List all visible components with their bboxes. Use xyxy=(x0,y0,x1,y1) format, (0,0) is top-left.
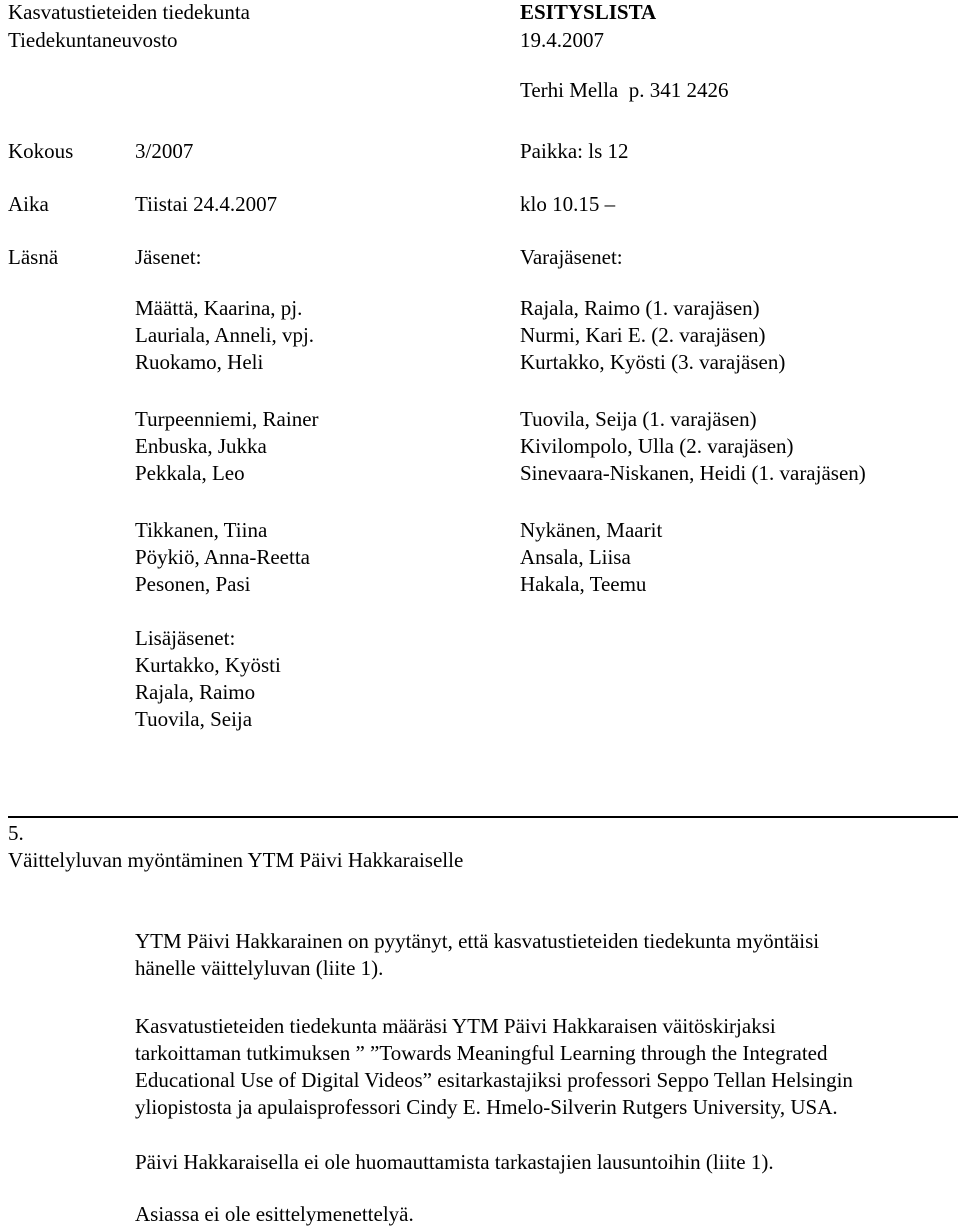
paragraph-1 xyxy=(135,928,819,982)
member-name: Lauriala, Anneli, vpj. xyxy=(135,323,315,347)
members-group-3 xyxy=(135,517,310,598)
member-name: Tikkanen, Tiina xyxy=(135,518,268,542)
deputy-name: Sinevaara-Niskanen, Heidi (1. varajäsen) xyxy=(520,461,866,485)
members-heading: Jäsenet: xyxy=(135,245,202,269)
member-name: Pöykiö, Anna-Reetta xyxy=(135,545,310,569)
deputy-name: Tuovila, Seija (1. varajäsen) xyxy=(520,407,757,431)
additional-member-name: Tuovila, Seija xyxy=(135,707,253,731)
deputies-group-3 xyxy=(520,517,662,598)
item-title: Väittelyluvan myöntäminen YTM Päivi Hakkaraiselle xyxy=(8,848,464,872)
deputy-name: Ansala, Liisa xyxy=(520,545,631,569)
member-name: Enbuska, Jukka xyxy=(135,434,267,458)
aika-label: Aika xyxy=(8,192,49,216)
document-date: 19.4.2007 xyxy=(520,28,604,52)
deputy-name: Nurmi, Kari E. (2. varajäsen) xyxy=(520,323,766,347)
member-name: Pesonen, Pasi xyxy=(135,572,251,596)
member-name: Ruokamo, Heli xyxy=(135,350,264,374)
member-name: Turpeenniemi, Rainer xyxy=(135,407,319,431)
council-name: Tiedekuntaneuvosto xyxy=(8,28,178,52)
additional-members-heading: Lisäjäsenet: xyxy=(135,626,236,650)
deputies-group-1 xyxy=(520,295,785,376)
paragraph-line: Educational Use of Digital Videos” esitarkastajiksi professori Seppo Tellan Helsingin xyxy=(135,1068,853,1092)
member-name: Määttä, Kaarina, pj. xyxy=(135,296,303,320)
kokous-label: Kokous xyxy=(8,139,74,163)
meeting-time: klo 10.15 – xyxy=(520,192,616,216)
paragraph-line: tarkoittaman tutkimuksen ” ”Towards Meaningful Learning through the Integrated xyxy=(135,1041,828,1065)
deputies-group-2 xyxy=(520,406,866,487)
deputy-name: Hakala, Teemu xyxy=(520,572,647,596)
member-name: Pekkala, Leo xyxy=(135,461,245,485)
lasna-label: Läsnä xyxy=(8,245,59,269)
section-divider xyxy=(8,816,958,818)
deputies-heading: Varajäsenet: xyxy=(520,245,623,269)
document-type: ESITYSLISTA xyxy=(520,0,657,24)
additional-members xyxy=(135,625,281,733)
paragraph-line: yliopistosta ja apulaisprofessori Cindy E. Hmelo-Silverin Rutgers University, USA. xyxy=(135,1095,838,1119)
kokous-value: 3/2007 xyxy=(135,139,194,163)
paragraph-line: hänelle väittelyluvan (liite 1). xyxy=(135,956,384,980)
deputy-name: Nykänen, Maarit xyxy=(520,518,663,542)
deputy-name: Kurtakko, Kyösti (3. varajäsen) xyxy=(520,350,786,374)
meeting-place: Paikka: ls 12 xyxy=(520,139,629,163)
deputy-name: Kivilompolo, Ulla (2. varajäsen) xyxy=(520,434,794,458)
members-group-1 xyxy=(135,295,314,376)
faculty-name: Kasvatustieteiden tiedekunta xyxy=(8,0,251,24)
deputy-name: Rajala, Raimo (1. varajäsen) xyxy=(520,296,760,320)
additional-member-name: Rajala, Raimo xyxy=(135,680,256,704)
members-group-2 xyxy=(135,406,319,487)
additional-member-name: Kurtakko, Kyösti xyxy=(135,653,281,677)
paragraph-4: Asiassa ei ole esittelymenettelyä. xyxy=(135,1202,414,1226)
paragraph-2 xyxy=(135,1013,853,1121)
aika-value: Tiistai 24.4.2007 xyxy=(135,192,278,216)
item-number: 5. xyxy=(8,821,24,845)
contact-info: Terhi Mella p. 341 2426 xyxy=(520,78,729,102)
paragraph-3: Päivi Hakkaraisella ei ole huomauttamista tarkastajien lausuntoihin (liite 1). xyxy=(135,1150,774,1174)
paragraph-line: YTM Päivi Hakkarainen on pyytänyt, että kasvatustieteiden tiedekunta myöntäisi xyxy=(135,929,820,953)
paragraph-line: Kasvatustieteiden tiedekunta määräsi YTM Päivi Hakkaraisen väitöskirjaksi xyxy=(135,1014,776,1038)
